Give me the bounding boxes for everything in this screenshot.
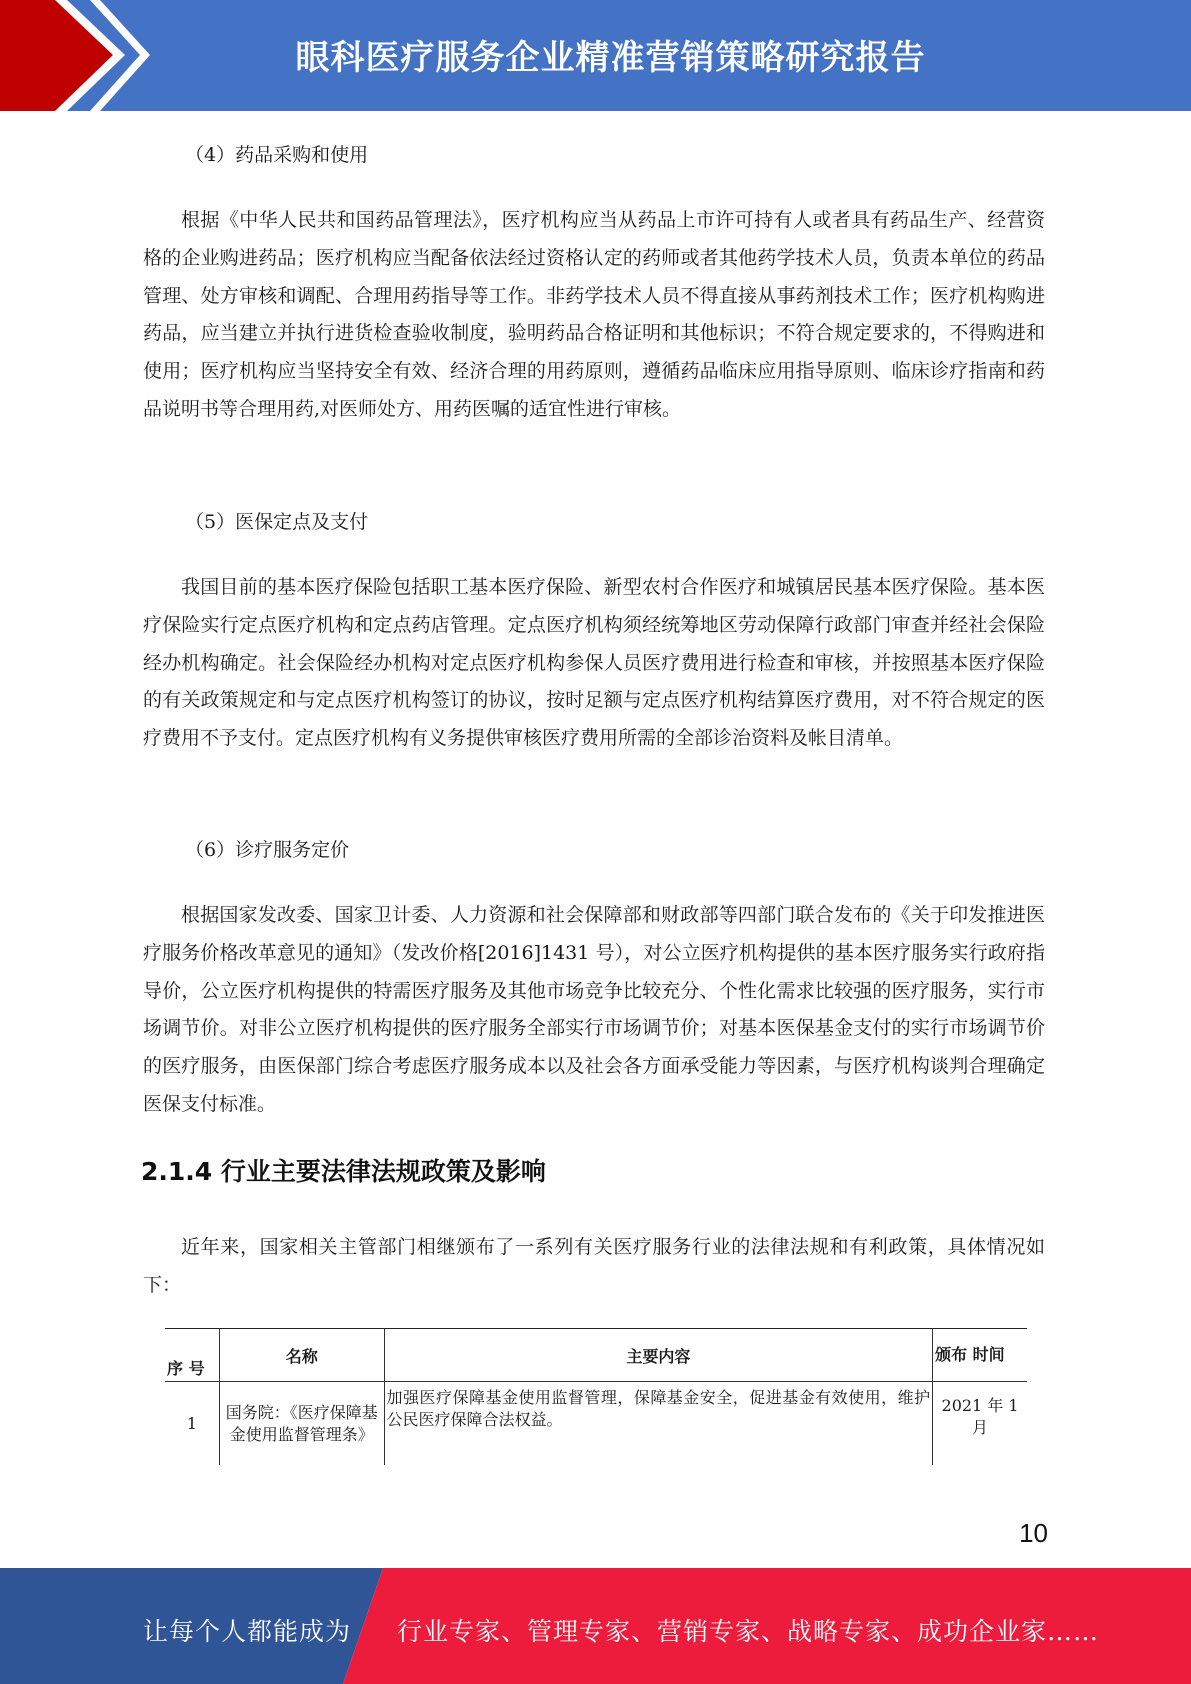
cell-content: 加强医疗保障基金使用监督管理，保障基金安全，促进基金有效使用，维护公民医疗保障合法权益。 — [384, 1382, 933, 1466]
col-header-content: 主要内容 — [384, 1329, 933, 1382]
policy-table — [165, 1328, 1027, 1465]
section-6-title: （6）诊疗服务定价 — [185, 839, 350, 861]
col-header-date: 颁布 时间 — [933, 1329, 1027, 1382]
section-4-title: （4）药品采购和使用 — [185, 144, 369, 166]
page-number: 10 — [1019, 1518, 1048, 1548]
section-6-paragraph: 根据国家发改委、国家卫计委、人力资源和社会保障部和财政部等四部门联合发布的《关于印发推进医疗服务价格改革意见的通知》（发改价格[2016]1431 号），对公立医疗机构提供的基本医疗服务实行政府指导价，公立医疗机构提供的特需医疗服务及其他市场竞争比较充分、个性化需求比较强的医疗服务，实行市场调节价。对非公立医疗机构提供的医疗服务全部实行市场调节价；对基本医保基金支付的实行市场调节价的医疗服务，由医保部门综合考虑医疗服务成本以及社会各方面承受能力等因素，与医疗机构谈判合理确定医保支付标准。 — [143, 904, 1045, 1115]
cell-name: 国务院：《医疗保障基金使用监督管理条》 — [219, 1382, 384, 1466]
section-heading-2-1-4: 2.1.4 行业主要法律法规政策及影响 — [141, 1157, 546, 1186]
section-5-title: （5）医保定点及支付 — [185, 511, 369, 533]
cell-date: 2021 年 1 月 — [933, 1382, 1027, 1466]
table-row — [165, 1382, 1027, 1466]
section-5-paragraph: 我国目前的基本医疗保险包括职工基本医疗保险、新型农村合作医疗和城镇居民基本医疗保险。基本医疗保险实行定点医疗机构和定点药店管理。定点医疗机构须经统筹地区劳动保障行政部门审查并经社会保险经办机构确定。社会保险经办机构对定点医疗机构参保人员医疗费用进行检查和审核，并按照基本医疗保险的有关政策规定和与定点医疗机构签订的协议，按时足额与定点医疗机构结算医疗费用，对不符合规定的医疗费用不予支付。定点医疗机构有义务提供审核医疗费用所需的全部诊治资料及帐目清单。 — [143, 576, 1045, 750]
footer-slogan-right: 行业专家、管理专家、营销专家、战略专家、成功企业家…… — [397, 1617, 1100, 1646]
col-header-name: 名称 — [219, 1329, 384, 1382]
cell-no: 1 — [165, 1382, 219, 1466]
intro-paragraph: 近年来，国家相关主管部门相继颁布了一系列有关医疗服务行业的法律法规和有利政策，具体情况如下： — [143, 1236, 1045, 1296]
report-title: 眼科医疗服务企业精准营销策略研究报告 — [295, 38, 926, 78]
report-footer — [0, 1568, 1191, 1684]
table-header-row — [165, 1329, 1027, 1382]
footer-slogan-left: 让每个人都能成为 — [143, 1617, 352, 1646]
col-header-no: 序 号 — [165, 1329, 219, 1382]
report-header — [0, 0, 1191, 111]
section-4-paragraph: 根据《中华人民共和国药品管理法》，医疗机构应当从药品上市许可持有人或者具有药品生产、经营资格的企业购进药品；医疗机构应当配备依法经过资格认定的药师或者其他药学技术人员，负责本单位的药品管理、处方审核和调配、合理用药指导等工作。非药学技术人员不得直接从事药剂技术工作；医疗机构购进药品，应当建立并执行进货检查验收制度，验明药品合格证明和其他标识；不符合规定要求的，不得购进和使用；医疗机构应当坚持安全有效、经济合理的用药原则，遵循药品临床应用指导原则、临床诊疗指南和药品说明书等合理用药,对医师处方、用药医嘱的适宜性进行审核。 — [143, 209, 1045, 420]
